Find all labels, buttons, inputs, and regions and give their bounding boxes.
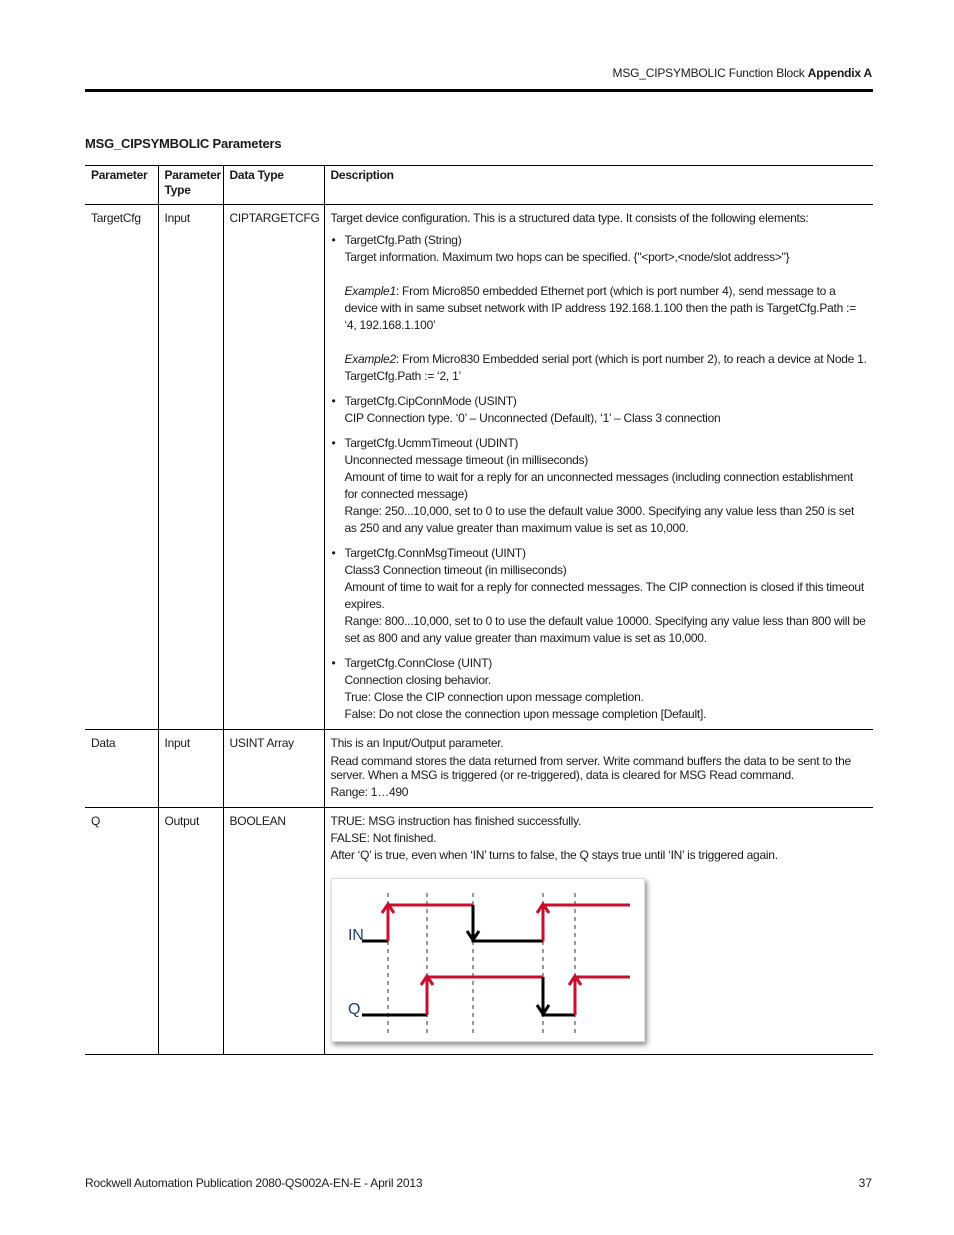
- table-header-row: [85, 166, 873, 205]
- in-q-timing-diagram: [331, 878, 645, 1042]
- label-q: Q: [347, 1001, 360, 1018]
- example-2: [345, 351, 868, 385]
- column-header-data-type: Data Type: [223, 166, 324, 205]
- element-desc: Amount of time to wait for a reply for connected messages. The CIP connection is closed if this timeout expires.: [344, 580, 864, 611]
- cell-type: Input: [158, 730, 223, 808]
- in-signal: [362, 905, 630, 941]
- data-desc-1: This is an Input/Output parameter.: [330, 736, 504, 750]
- element-desc: True: Close the CIP connection upon message completion.: [344, 690, 644, 704]
- list-item-connmsgtimeout: [331, 545, 868, 647]
- example-1-text: : From Micro850 embedded Ethernet port (which is port number 4), send message to a device with in same subset network with IP address 192.168.1.100 then the path is TargetCfg.Path := ‘4, 192.168.1.100’: [344, 284, 856, 332]
- q-edge-arrows: [421, 976, 581, 1014]
- list-item-cipconnmode: [331, 393, 868, 427]
- header-appendix: Appendix A: [807, 66, 872, 80]
- element-name: • TargetCfg.Path (String): [344, 233, 462, 247]
- element-desc: CIP Connection type. ‘0’ – Unconnected (Default), ‘1’ – Class 3 connection: [344, 411, 721, 425]
- cell-data-type: USINT Array: [223, 730, 324, 808]
- element-desc: Target information. Maximum two hops can be specified. {"<port>,<node/slot address>"}: [344, 250, 790, 264]
- running-header: [613, 66, 872, 80]
- list-item-path: [331, 232, 868, 385]
- footer-publication: Rockwell Automation Publication 2080-QS002A-EN-E - April 2013: [85, 1176, 423, 1190]
- cell-data-type: BOOLEAN: [223, 808, 324, 1055]
- in-edge-arrows: [382, 904, 549, 940]
- element-name: • TargetCfg.CipConnMode (USINT): [344, 394, 517, 408]
- cell-description: [324, 730, 873, 808]
- cell-description: [324, 808, 873, 1055]
- element-desc: Connection closing behavior.: [344, 673, 491, 687]
- cell-parameter: Q: [85, 808, 158, 1055]
- example-2-label: Example2: [344, 352, 396, 366]
- header-section: MSG_CIPSYMBOLIC Function Block: [612, 66, 805, 80]
- section-title: MSG_CIPSYMBOLIC Parameters: [85, 136, 282, 151]
- cell-data-type: CIPTARGETCFG: [223, 205, 324, 730]
- list-item-connclose: [331, 655, 868, 723]
- element-name: • TargetCfg.ConnMsgTimeout (UINT): [344, 546, 526, 560]
- element-name: • TargetCfg.UcmmTimeout (UDINT): [344, 436, 519, 450]
- label-in: IN: [347, 927, 363, 944]
- q-signal: [362, 977, 630, 1015]
- targetcfg-elements-list: [331, 232, 868, 723]
- parameters-table: [85, 165, 873, 1055]
- table-row-targetcfg: [85, 205, 873, 730]
- q-desc-2: FALSE: Not finished.: [330, 831, 437, 845]
- element-desc: Unconnected message timeout (in milliseconds): [344, 453, 589, 467]
- element-range: Range: 250...10,000, set to 0 to use the default value 3000. Specifying any value less than 250 is set as 250 and any value greater than maximum value is set as 10,000.: [344, 504, 855, 535]
- cell-type: Output: [158, 808, 223, 1055]
- column-header-description: Description: [324, 166, 873, 205]
- element-desc: Class3 Connection timeout (in milliseconds): [344, 563, 567, 577]
- element-range: Range: 800...10,000, set to 0 to use the default value 10000. Specifying any value less than 800 will be set as 800 and any value greater than maximum value is set as 10,000.: [344, 614, 866, 645]
- element-desc: Amount of time to wait for a reply for an unconnected messages (including connection establishment for connected message): [344, 470, 853, 501]
- column-header-parameter-type: Parameter Type: [158, 166, 223, 205]
- cell-parameter: Data: [85, 730, 158, 808]
- list-item-ucmmtimeout: [331, 435, 868, 537]
- example-1: [345, 283, 868, 334]
- targetcfg-intro: Target device configuration. This is a structured data type. It consists of the following elements:: [330, 211, 809, 225]
- table-row-data: [85, 730, 873, 808]
- cell-type: Input: [158, 205, 223, 730]
- example-1-label: Example1: [344, 284, 396, 298]
- example-2-text: : From Micro830 Embedded serial port (which is port number 2), to reach a device at Node 1. TargetCfg.Path := ‘2, 1’: [344, 352, 867, 383]
- q-desc-1: TRUE: MSG instruction has finished successfully.: [330, 814, 582, 828]
- table-row-q: [85, 808, 873, 1055]
- element-name: • TargetCfg.ConnClose (UINT): [344, 656, 493, 670]
- q-desc-3: After ‘Q’ is true, even when ‘IN’ turns to false, the Q stays true until ‘IN’ is triggered again.: [330, 848, 778, 862]
- cell-description: [324, 205, 873, 730]
- cell-parameter: TargetCfg: [85, 205, 158, 730]
- element-desc: False: Do not close the connection upon message completion [Default].: [344, 707, 707, 721]
- page-number: 37: [858, 1176, 872, 1190]
- data-range: Range: 1…490: [330, 785, 409, 799]
- column-header-parameter: Parameter: [85, 166, 158, 205]
- header-rule: [85, 89, 873, 92]
- data-desc-2: Read command stores the data returned from server. Write command buffers the data to be sent to the server. When a MSG is triggered (or re-triggered), data is cleared for MSG Read command.: [330, 754, 851, 782]
